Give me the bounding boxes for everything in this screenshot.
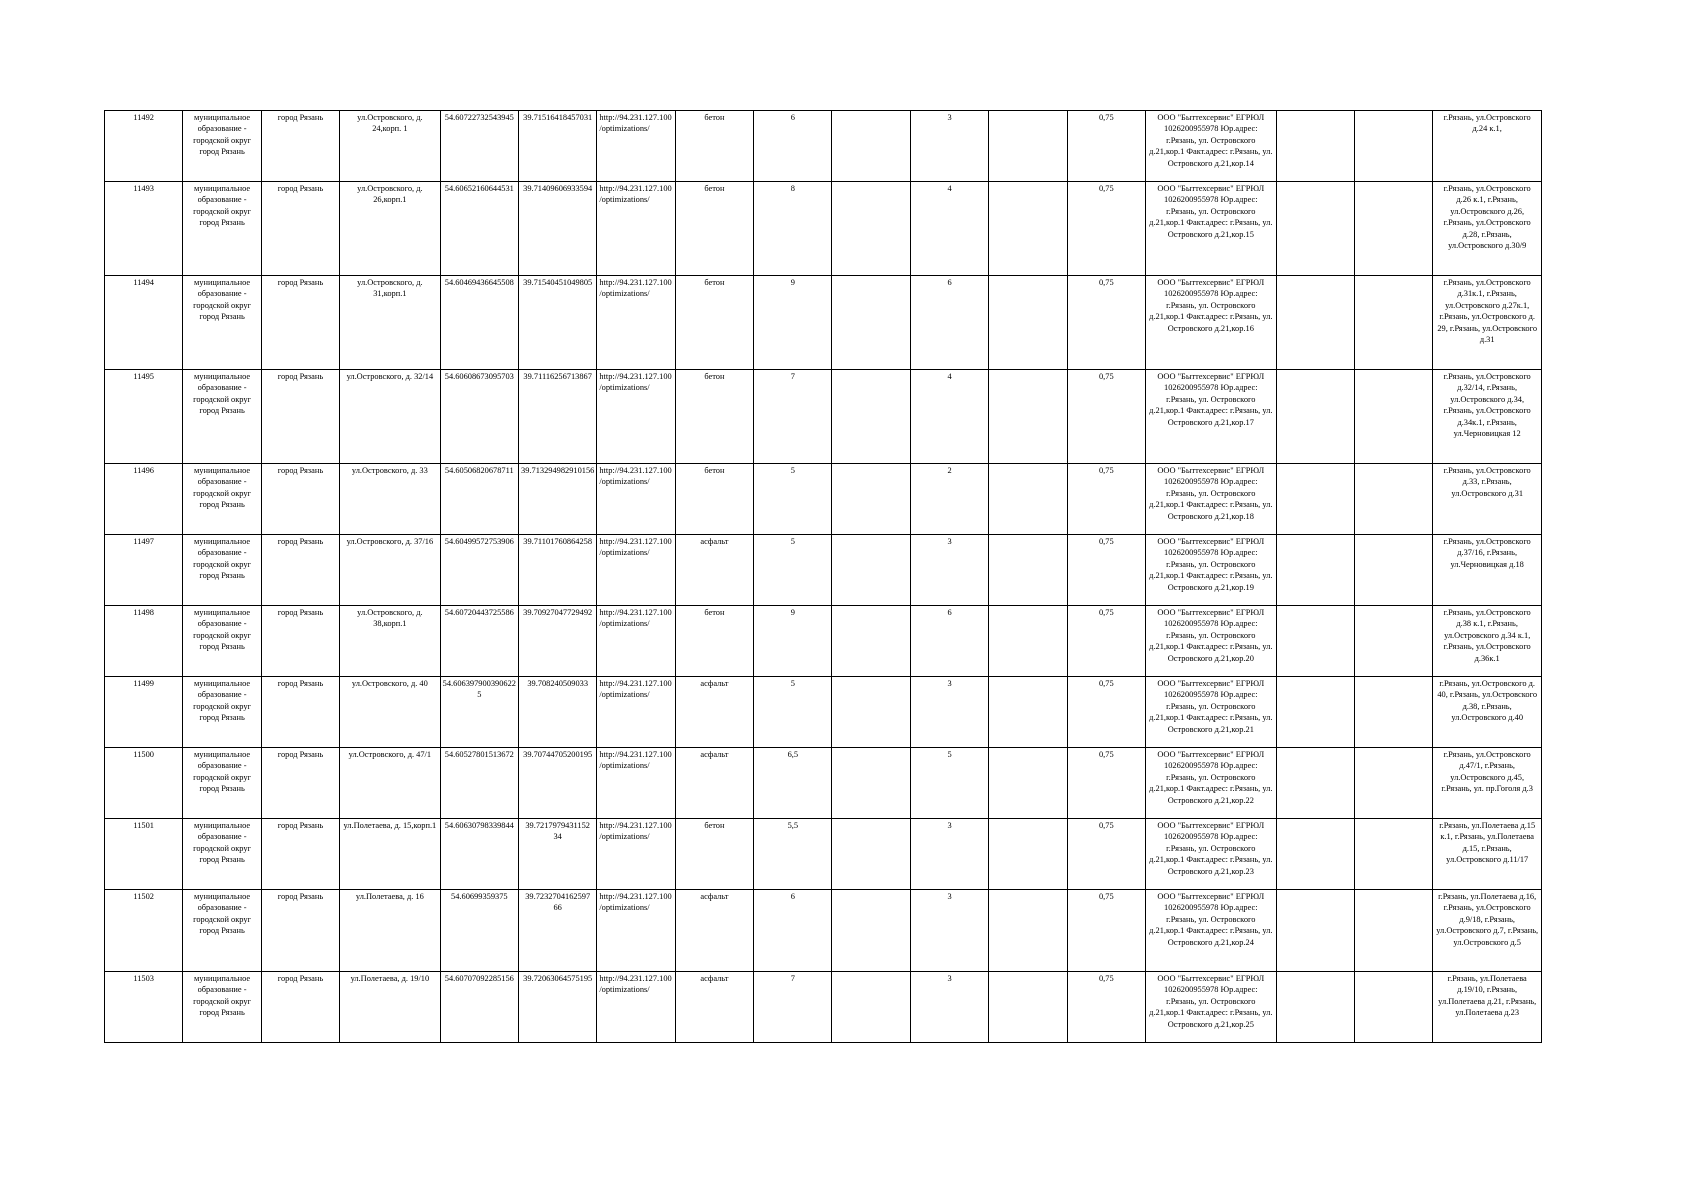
container-count-cell: 3 <box>910 535 988 606</box>
empty-cell <box>989 819 1067 890</box>
table-row <box>105 370 1542 464</box>
container-id-cell: 11495 <box>105 370 183 464</box>
waste-sources-cell: г.Рязань, ул.Островского д.32/14, г.Рязань, ул.Островского д.34, г.Рязань, ул.Островского д.34к.1, г.Рязань, ул.Черновицкая 12 <box>1433 370 1542 464</box>
container-volume-cell: 0,75 <box>1067 890 1145 972</box>
municipality-cell: муниципальное образование - городской округ город Рязань <box>183 535 261 606</box>
table-row <box>105 182 1542 276</box>
container-count-cell: 6 <box>910 606 988 677</box>
longitude-cell: 39.72063064575195 <box>518 972 596 1043</box>
container-id-cell: 11502 <box>105 890 183 972</box>
municipality-cell: муниципальное образование - городской округ город Рязань <box>183 370 261 464</box>
operator-info-cell: ООО "Быттехсервис" ЕГРЮЛ 1026200955978 Юр.адрес: г.Рязань, ул. Островского д.21,кор.1 Факт.адрес: г.Рязань, ул. Островского д.21,кор.25 <box>1145 972 1276 1043</box>
area-cell: 6 <box>754 111 832 182</box>
latitude-cell: 54.60707092285156 <box>440 972 518 1043</box>
street-address-cell: ул.Островского, д. 32/14 <box>340 370 440 464</box>
empty-cell <box>1354 819 1432 890</box>
latitude-cell: 54.60506820678711 <box>440 464 518 535</box>
waste-sources-cell: г.Рязань, ул.Островского д.26 к.1, г.Рязань, ул.Островского д.26, г.Рязань, ул.Островского д.28, г.Рязань, ул.Островского д.30/9 <box>1433 182 1542 276</box>
street-address-cell: ул.Полетаева, д. 19/10 <box>340 972 440 1043</box>
map-link-cell: http://94.231.127.100/optimizations/ <box>597 748 675 819</box>
map-link-cell: http://94.231.127.100/optimizations/ <box>597 890 675 972</box>
locality-cell: город Рязань <box>261 819 339 890</box>
municipality-cell: муниципальное образование - городской округ город Рязань <box>183 606 261 677</box>
empty-cell <box>1354 182 1432 276</box>
map-link-cell: http://94.231.127.100/optimizations/ <box>597 819 675 890</box>
empty-cell <box>989 535 1067 606</box>
street-address-cell: ул.Островского, д. 40 <box>340 677 440 748</box>
longitude-cell: 39.71540451049805 <box>518 276 596 370</box>
empty-cell <box>989 606 1067 677</box>
surface-type-cell: бетон <box>675 111 753 182</box>
operator-info-cell: ООО "Быттехсервис" ЕГРЮЛ 1026200955978 Юр.адрес: г.Рязань, ул. Островского д.21,кор.1 Факт.адрес: г.Рязань, ул. Островского д.21,кор.16 <box>1145 276 1276 370</box>
empty-cell <box>989 677 1067 748</box>
locality-cell: город Рязань <box>261 748 339 819</box>
container-id-cell: 11499 <box>105 677 183 748</box>
municipality-cell: муниципальное образование - городской округ город Рязань <box>183 819 261 890</box>
operator-info-cell: ООО "Быттехсервис" ЕГРЮЛ 1026200955978 Юр.адрес: г.Рязань, ул. Островского д.21,кор.1 Факт.адрес: г.Рязань, ул. Островского д.21,кор.14 <box>1145 111 1276 182</box>
longitude-cell: 39.7232704162597 66 <box>518 890 596 972</box>
empty-cell <box>1276 972 1354 1043</box>
table-row <box>105 677 1542 748</box>
waste-sources-cell: г.Рязань, ул.Полетаева д.15 к.1, г.Рязань, ул.Полетаева д.15, г.Рязань, ул.Островского д.11/17 <box>1433 819 1542 890</box>
container-count-cell: 3 <box>910 890 988 972</box>
empty-cell <box>1276 748 1354 819</box>
municipality-cell: муниципальное образование - городской округ город Рязань <box>183 972 261 1043</box>
container-volume-cell: 0,75 <box>1067 276 1145 370</box>
empty-cell <box>989 370 1067 464</box>
empty-cell <box>1354 606 1432 677</box>
area-cell: 6 <box>754 890 832 972</box>
operator-info-cell: ООО "Быттехсервис" ЕГРЮЛ 1026200955978 Юр.адрес: г.Рязань, ул. Островского д.21,кор.1 Факт.адрес: г.Рязань, ул. Островского д.21,кор.22 <box>1145 748 1276 819</box>
empty-cell <box>832 890 910 972</box>
area-cell: 7 <box>754 972 832 1043</box>
container-id-cell: 11496 <box>105 464 183 535</box>
empty-cell <box>989 972 1067 1043</box>
longitude-cell: 39.71101760864258 <box>518 535 596 606</box>
empty-cell <box>1276 370 1354 464</box>
street-address-cell: ул.Островского, д. 26,корп.1 <box>340 182 440 276</box>
empty-cell <box>1354 748 1432 819</box>
empty-cell <box>1354 535 1432 606</box>
surface-type-cell: асфальт <box>675 748 753 819</box>
empty-cell <box>832 370 910 464</box>
container-id-cell: 11498 <box>105 606 183 677</box>
surface-type-cell: бетон <box>675 819 753 890</box>
municipality-cell: муниципальное образование - городской округ город Рязань <box>183 890 261 972</box>
empty-cell <box>832 111 910 182</box>
container-id-cell: 11492 <box>105 111 183 182</box>
surface-type-cell: асфальт <box>675 890 753 972</box>
operator-info-cell: ООО "Быттехсервис" ЕГРЮЛ 1026200955978 Юр.адрес: г.Рязань, ул. Островского д.21,кор.1 Факт.адрес: г.Рязань, ул. Островского д.21,кор.17 <box>1145 370 1276 464</box>
latitude-cell: 54.60630798339844 <box>440 819 518 890</box>
table-row <box>105 819 1542 890</box>
waste-sources-cell: г.Рязань, ул.Островского д.24 к.1, <box>1433 111 1542 182</box>
latitude-cell: 54.60608673095703 <box>440 370 518 464</box>
surface-type-cell: бетон <box>675 464 753 535</box>
longitude-cell: 39.713294982910156 <box>518 464 596 535</box>
empty-cell <box>1354 972 1432 1043</box>
latitude-cell: 54.60469436645508 <box>440 276 518 370</box>
container-count-cell: 3 <box>910 819 988 890</box>
container-volume-cell: 0,75 <box>1067 819 1145 890</box>
municipality-cell: муниципальное образование - городской округ город Рязань <box>183 111 261 182</box>
area-cell: 9 <box>754 276 832 370</box>
waste-sources-cell: г.Рязань, ул.Островского д.47/1, г.Рязань, ул.Островского д.45, г.Рязань, ул. пр.Гоголя д.3 <box>1433 748 1542 819</box>
empty-cell <box>1354 111 1432 182</box>
table-row <box>105 276 1542 370</box>
operator-info-cell: ООО "Быттехсервис" ЕГРЮЛ 1026200955978 Юр.адрес: г.Рязань, ул. Островского д.21,кор.1 Факт.адрес: г.Рязань, ул. Островского д.21,кор.19 <box>1145 535 1276 606</box>
container-volume-cell: 0,75 <box>1067 182 1145 276</box>
locality-cell: город Рязань <box>261 890 339 972</box>
container-id-cell: 11503 <box>105 972 183 1043</box>
street-address-cell: ул.Полетаева, д. 15,корп.1 <box>340 819 440 890</box>
table-row <box>105 748 1542 819</box>
map-link-cell: http://94.231.127.100/optimizations/ <box>597 464 675 535</box>
empty-cell <box>989 276 1067 370</box>
map-link-cell: http://94.231.127.100/optimizations/ <box>597 370 675 464</box>
empty-cell <box>989 464 1067 535</box>
longitude-cell: 39.708240509033 <box>518 677 596 748</box>
municipality-cell: муниципальное образование - городской округ город Рязань <box>183 677 261 748</box>
registry-table <box>104 110 1542 1043</box>
map-link-cell: http://94.231.127.100/optimizations/ <box>597 111 675 182</box>
container-count-cell: 3 <box>910 972 988 1043</box>
latitude-cell: 54.60499572753906 <box>440 535 518 606</box>
waste-sources-cell: г.Рязань, ул.Островского д. 40, г.Рязань, ул.Островского д.38, г.Рязань, ул.Островского д.40 <box>1433 677 1542 748</box>
waste-sources-cell: г.Рязань, ул.Островского д.37/16, г.Рязань, ул.Черновицкая д.18 <box>1433 535 1542 606</box>
empty-cell <box>832 748 910 819</box>
waste-sources-cell: г.Рязань, ул.Полетаева д.16, г.Рязань, ул.Островского д.9/18, г.Рязань, ул.Островского д.7, г.Рязань, ул.Островского д.5 <box>1433 890 1542 972</box>
area-cell: 5 <box>754 535 832 606</box>
container-volume-cell: 0,75 <box>1067 370 1145 464</box>
container-id-cell: 11493 <box>105 182 183 276</box>
street-address-cell: ул.Полетаева, д. 16 <box>340 890 440 972</box>
surface-type-cell: бетон <box>675 182 753 276</box>
area-cell: 6,5 <box>754 748 832 819</box>
waste-sources-cell: г.Рязань, ул.Полетаева д.19/10, г.Рязань, ул.Полетаева д.21, г.Рязань, ул.Полетаева д.23 <box>1433 972 1542 1043</box>
operator-info-cell: ООО "Быттехсервис" ЕГРЮЛ 1026200955978 Юр.адрес: г.Рязань, ул. Островского д.21,кор.1 Факт.адрес: г.Рязань, ул. Островского д.21,кор.24 <box>1145 890 1276 972</box>
empty-cell <box>832 677 910 748</box>
longitude-cell: 39.71409606933594 <box>518 182 596 276</box>
area-cell: 7 <box>754 370 832 464</box>
surface-type-cell: асфальт <box>675 535 753 606</box>
longitude-cell: 39.70744705200195 <box>518 748 596 819</box>
container-count-cell: 3 <box>910 111 988 182</box>
waste-sources-cell: г.Рязань, ул.Островского д.31к.1, г.Рязань, ул.Островского д.27к.1, г.Рязань, ул.Островского д. 29, г.Рязань, ул.Островского д.31 <box>1433 276 1542 370</box>
empty-cell <box>832 182 910 276</box>
container-count-cell: 4 <box>910 370 988 464</box>
empty-cell <box>1354 276 1432 370</box>
operator-info-cell: ООО "Быттехсервис" ЕГРЮЛ 1026200955978 Юр.адрес: г.Рязань, ул. Островского д.21,кор.1 Факт.адрес: г.Рязань, ул. Островского д.21,кор.20 <box>1145 606 1276 677</box>
container-count-cell: 2 <box>910 464 988 535</box>
container-volume-cell: 0,75 <box>1067 464 1145 535</box>
map-link-cell: http://94.231.127.100/optimizations/ <box>597 972 675 1043</box>
table-row <box>105 890 1542 972</box>
container-volume-cell: 0,75 <box>1067 972 1145 1043</box>
locality-cell: город Рязань <box>261 535 339 606</box>
operator-info-cell: ООО "Быттехсервис" ЕГРЮЛ 1026200955978 Юр.адрес: г.Рязань, ул. Островского д.21,кор.1 Факт.адрес: г.Рязань, ул. Островского д.21,кор.18 <box>1145 464 1276 535</box>
operator-info-cell: ООО "Быттехсервис" ЕГРЮЛ 1026200955978 Юр.адрес: г.Рязань, ул. Островского д.21,кор.1 Факт.адрес: г.Рязань, ул. Островского д.21,кор.21 <box>1145 677 1276 748</box>
latitude-cell: 54.6063979003906225 <box>440 677 518 748</box>
operator-info-cell: ООО "Быттехсервис" ЕГРЮЛ 1026200955978 Юр.адрес: г.Рязань, ул. Островского д.21,кор.1 Факт.адрес: г.Рязань, ул. Островского д.21,кор.15 <box>1145 182 1276 276</box>
street-address-cell: ул.Островского, д. 33 <box>340 464 440 535</box>
container-id-cell: 11497 <box>105 535 183 606</box>
container-volume-cell: 0,75 <box>1067 748 1145 819</box>
area-cell: 9 <box>754 606 832 677</box>
container-count-cell: 6 <box>910 276 988 370</box>
municipality-cell: муниципальное образование - городской округ город Рязань <box>183 748 261 819</box>
empty-cell <box>1354 890 1432 972</box>
container-count-cell: 3 <box>910 677 988 748</box>
table-row <box>105 606 1542 677</box>
locality-cell: город Рязань <box>261 182 339 276</box>
latitude-cell: 54.60720443725586 <box>440 606 518 677</box>
container-id-cell: 11501 <box>105 819 183 890</box>
street-address-cell: ул.Островского, д. 37/16 <box>340 535 440 606</box>
locality-cell: город Рязань <box>261 276 339 370</box>
empty-cell <box>989 111 1067 182</box>
latitude-cell: 54.60652160644531 <box>440 182 518 276</box>
longitude-cell: 39.7217979431152 34 <box>518 819 596 890</box>
table-row <box>105 464 1542 535</box>
table-row <box>105 111 1542 182</box>
municipality-cell: муниципальное образование - городской округ город Рязань <box>183 182 261 276</box>
surface-type-cell: бетон <box>675 276 753 370</box>
table-row <box>105 972 1542 1043</box>
locality-cell: город Рязань <box>261 606 339 677</box>
table-body <box>105 111 1542 1043</box>
table-row <box>105 535 1542 606</box>
empty-cell <box>1354 677 1432 748</box>
municipality-cell: муниципальное образование - городской округ город Рязань <box>183 276 261 370</box>
area-cell: 5 <box>754 464 832 535</box>
locality-cell: город Рязань <box>261 677 339 748</box>
longitude-cell: 39.70927047729492 <box>518 606 596 677</box>
locality-cell: город Рязань <box>261 464 339 535</box>
street-address-cell: ул.Островского, д. 38,корп.1 <box>340 606 440 677</box>
empty-cell <box>832 464 910 535</box>
map-link-cell: http://94.231.127.100/optimizations/ <box>597 677 675 748</box>
empty-cell <box>832 972 910 1043</box>
empty-cell <box>1276 677 1354 748</box>
longitude-cell: 39.71116256713867 <box>518 370 596 464</box>
empty-cell <box>832 606 910 677</box>
locality-cell: город Рязань <box>261 972 339 1043</box>
empty-cell <box>832 819 910 890</box>
container-count-cell: 5 <box>910 748 988 819</box>
container-volume-cell: 0,75 <box>1067 111 1145 182</box>
latitude-cell: 54.60527801513672 <box>440 748 518 819</box>
street-address-cell: ул.Островского, д. 24,корп. 1 <box>340 111 440 182</box>
empty-cell <box>1276 819 1354 890</box>
empty-cell <box>1354 464 1432 535</box>
container-id-cell: 11494 <box>105 276 183 370</box>
empty-cell <box>1354 370 1432 464</box>
empty-cell <box>1276 890 1354 972</box>
locality-cell: город Рязань <box>261 111 339 182</box>
latitude-cell: 54.60699359375 <box>440 890 518 972</box>
operator-info-cell: ООО "Быттехсервис" ЕГРЮЛ 1026200955978 Юр.адрес: г.Рязань, ул. Островского д.21,кор.1 Факт.адрес: г.Рязань, ул. Островского д.21,кор.23 <box>1145 819 1276 890</box>
area-cell: 5,5 <box>754 819 832 890</box>
municipality-cell: муниципальное образование - городской округ город Рязань <box>183 464 261 535</box>
empty-cell <box>832 535 910 606</box>
waste-sources-cell: г.Рязань, ул.Островского д.33, г.Рязань, ул.Островского д.31 <box>1433 464 1542 535</box>
latitude-cell: 54.60722732543945 <box>440 111 518 182</box>
empty-cell <box>1276 182 1354 276</box>
longitude-cell: 39.71516418457031 <box>518 111 596 182</box>
empty-cell <box>989 890 1067 972</box>
locality-cell: город Рязань <box>261 370 339 464</box>
empty-cell <box>1276 606 1354 677</box>
area-cell: 8 <box>754 182 832 276</box>
surface-type-cell: асфальт <box>675 677 753 748</box>
map-link-cell: http://94.231.127.100/optimizations/ <box>597 535 675 606</box>
empty-cell <box>1276 111 1354 182</box>
surface-type-cell: бетон <box>675 370 753 464</box>
street-address-cell: ул.Островского, д. 31,корп.1 <box>340 276 440 370</box>
empty-cell <box>1276 535 1354 606</box>
surface-type-cell: асфальт <box>675 972 753 1043</box>
container-volume-cell: 0,75 <box>1067 606 1145 677</box>
container-volume-cell: 0,75 <box>1067 677 1145 748</box>
empty-cell <box>989 182 1067 276</box>
empty-cell <box>1276 276 1354 370</box>
container-volume-cell: 0,75 <box>1067 535 1145 606</box>
empty-cell <box>989 748 1067 819</box>
container-id-cell: 11500 <box>105 748 183 819</box>
container-count-cell: 4 <box>910 182 988 276</box>
empty-cell <box>832 276 910 370</box>
map-link-cell: http://94.231.127.100/optimizations/ <box>597 276 675 370</box>
empty-cell <box>1276 464 1354 535</box>
waste-sources-cell: г.Рязань, ул.Островского д.38 к.1, г.Рязань, ул.Островского д.34 к.1, г.Рязань, ул.Островского д.36к.1 <box>1433 606 1542 677</box>
street-address-cell: ул.Островского, д. 47/1 <box>340 748 440 819</box>
surface-type-cell: бетон <box>675 606 753 677</box>
map-link-cell: http://94.231.127.100/optimizations/ <box>597 606 675 677</box>
map-link-cell: http://94.231.127.100/optimizations/ <box>597 182 675 276</box>
area-cell: 5 <box>754 677 832 748</box>
